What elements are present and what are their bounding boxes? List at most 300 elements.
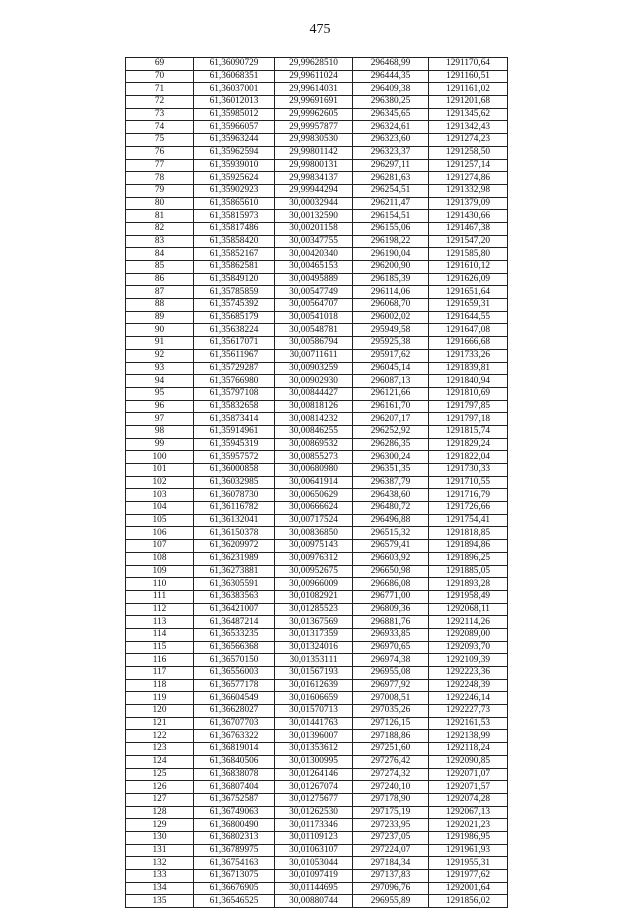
y-coordinate-cell: 1291160,51	[429, 70, 508, 83]
longitude-cell: 30,01097419	[275, 870, 353, 883]
longitude-cell: 30,01264146	[275, 768, 353, 781]
table-row	[126, 705, 508, 718]
x-coordinate-cell: 296323,60	[353, 134, 429, 147]
point-number-cell: 98	[126, 425, 194, 438]
x-coordinate-cell: 297096,76	[353, 882, 429, 895]
point-number-cell: 127	[126, 793, 194, 806]
x-coordinate-cell: 297233,95	[353, 819, 429, 832]
table-row	[126, 96, 508, 109]
x-coordinate-cell: 297237,05	[353, 831, 429, 844]
point-number-cell: 71	[126, 83, 194, 96]
latitude-cell: 61,36807404	[194, 781, 275, 794]
table-row	[126, 83, 508, 96]
latitude-cell: 61,36421007	[194, 603, 275, 616]
latitude-cell: 61,36628027	[194, 705, 275, 718]
y-coordinate-cell: 1291170,64	[429, 58, 508, 71]
y-coordinate-cell: 1291274,86	[429, 172, 508, 185]
y-coordinate-cell: 1291332,98	[429, 184, 508, 197]
table-row	[126, 489, 508, 502]
longitude-cell: 30,00465153	[275, 261, 353, 274]
latitude-cell: 61,35962594	[194, 146, 275, 159]
x-coordinate-cell: 296207,17	[353, 413, 429, 426]
latitude-cell: 61,36068351	[194, 70, 275, 83]
longitude-cell: 29,99800131	[275, 159, 353, 172]
x-coordinate-cell: 296955,08	[353, 667, 429, 680]
longitude-cell: 30,00855273	[275, 451, 353, 464]
latitude-cell: 61,36209972	[194, 540, 275, 553]
table-row	[126, 387, 508, 400]
y-coordinate-cell: 1291716,79	[429, 489, 508, 502]
point-number-cell: 96	[126, 400, 194, 413]
latitude-cell: 61,35766980	[194, 375, 275, 388]
x-coordinate-cell: 296286,35	[353, 438, 429, 451]
y-coordinate-cell: 1291815,74	[429, 425, 508, 438]
table-row	[126, 806, 508, 819]
y-coordinate-cell: 1291651,64	[429, 286, 508, 299]
latitude-cell: 61,35939010	[194, 159, 275, 172]
y-coordinate-cell: 1291430,66	[429, 210, 508, 223]
point-number-cell: 105	[126, 514, 194, 527]
point-number-cell: 119	[126, 692, 194, 705]
longitude-cell: 30,00976312	[275, 552, 353, 565]
longitude-cell: 30,01275677	[275, 793, 353, 806]
x-coordinate-cell: 297274,32	[353, 768, 429, 781]
y-coordinate-cell: 1291955,31	[429, 857, 508, 870]
table-row	[126, 870, 508, 883]
table-row	[126, 210, 508, 223]
y-coordinate-cell: 1292068,11	[429, 603, 508, 616]
x-coordinate-cell: 295949,58	[353, 324, 429, 337]
table-row	[126, 819, 508, 832]
longitude-cell: 29,99834137	[275, 172, 353, 185]
latitude-cell: 61,35797108	[194, 387, 275, 400]
latitude-cell: 61,36273881	[194, 565, 275, 578]
x-coordinate-cell: 297137,83	[353, 870, 429, 883]
latitude-cell: 61,36487214	[194, 616, 275, 629]
table-row	[126, 58, 508, 71]
point-number-cell: 97	[126, 413, 194, 426]
y-coordinate-cell: 1292090,85	[429, 755, 508, 768]
latitude-cell: 61,35815973	[194, 210, 275, 223]
x-coordinate-cell: 295917,62	[353, 349, 429, 362]
longitude-cell: 30,01082921	[275, 590, 353, 603]
x-coordinate-cell: 296387,79	[353, 476, 429, 489]
x-coordinate-cell: 297008,51	[353, 692, 429, 705]
point-number-cell: 81	[126, 210, 194, 223]
y-coordinate-cell: 1291467,38	[429, 222, 508, 235]
table-row	[126, 197, 508, 210]
longitude-cell: 30,00547749	[275, 286, 353, 299]
table-row	[126, 781, 508, 794]
table-row	[126, 831, 508, 844]
table-row	[126, 667, 508, 680]
x-coordinate-cell: 296496,88	[353, 514, 429, 527]
point-number-cell: 129	[126, 819, 194, 832]
latitude-cell: 61,36231989	[194, 552, 275, 565]
point-number-cell: 79	[126, 184, 194, 197]
latitude-cell: 61,35785859	[194, 286, 275, 299]
latitude-cell: 61,35862581	[194, 261, 275, 274]
x-coordinate-cell: 296190,04	[353, 248, 429, 261]
table-row	[126, 717, 508, 730]
point-number-cell: 84	[126, 248, 194, 261]
point-number-cell: 113	[126, 616, 194, 629]
longitude-cell: 30,00844427	[275, 387, 353, 400]
longitude-cell: 30,00201158	[275, 222, 353, 235]
x-coordinate-cell: 296468,99	[353, 58, 429, 71]
latitude-cell: 61,35865610	[194, 197, 275, 210]
x-coordinate-cell: 296045,14	[353, 362, 429, 375]
longitude-cell: 30,00680980	[275, 464, 353, 477]
table-row	[126, 184, 508, 197]
latitude-cell: 61,36840506	[194, 755, 275, 768]
longitude-cell: 30,01441763	[275, 717, 353, 730]
x-coordinate-cell: 296438,60	[353, 489, 429, 502]
y-coordinate-cell: 1291201,68	[429, 96, 508, 109]
table-row	[126, 451, 508, 464]
point-number-cell: 115	[126, 641, 194, 654]
latitude-cell: 61,36819014	[194, 743, 275, 756]
longitude-cell: 30,01353111	[275, 654, 353, 667]
table-row	[126, 286, 508, 299]
longitude-cell: 29,99830530	[275, 134, 353, 147]
x-coordinate-cell: 297188,86	[353, 730, 429, 743]
longitude-cell: 30,00880744	[275, 895, 353, 908]
x-coordinate-cell: 296002,02	[353, 311, 429, 324]
y-coordinate-cell: 1292138,99	[429, 730, 508, 743]
y-coordinate-cell: 1291818,85	[429, 527, 508, 540]
table-row	[126, 578, 508, 591]
x-coordinate-cell: 297251,60	[353, 743, 429, 756]
table-row	[126, 882, 508, 895]
table-row	[126, 70, 508, 83]
latitude-cell: 61,36032985	[194, 476, 275, 489]
point-number-cell: 134	[126, 882, 194, 895]
point-number-cell: 114	[126, 628, 194, 641]
x-coordinate-cell: 296121,66	[353, 387, 429, 400]
latitude-cell: 61,35966057	[194, 121, 275, 134]
latitude-cell: 61,35852167	[194, 248, 275, 261]
table-row	[126, 273, 508, 286]
latitude-cell: 61,36116782	[194, 502, 275, 515]
table-row	[126, 768, 508, 781]
longitude-cell: 30,01396007	[275, 730, 353, 743]
table-row	[126, 248, 508, 261]
y-coordinate-cell: 1292246,14	[429, 692, 508, 705]
latitude-cell: 61,35832658	[194, 400, 275, 413]
latitude-cell: 61,36752587	[194, 793, 275, 806]
latitude-cell: 61,36676905	[194, 882, 275, 895]
y-coordinate-cell: 1292074,28	[429, 793, 508, 806]
x-coordinate-cell: 296281,63	[353, 172, 429, 185]
y-coordinate-cell: 1291379,09	[429, 197, 508, 210]
x-coordinate-cell: 296409,38	[353, 83, 429, 96]
point-number-cell: 103	[126, 489, 194, 502]
table-row	[126, 743, 508, 756]
y-coordinate-cell: 1291986,95	[429, 831, 508, 844]
latitude-cell: 61,35925624	[194, 172, 275, 185]
x-coordinate-cell: 296185,39	[353, 273, 429, 286]
latitude-cell: 61,35817486	[194, 222, 275, 235]
longitude-cell: 30,01063107	[275, 844, 353, 857]
latitude-cell: 61,36556003	[194, 667, 275, 680]
table-row	[126, 793, 508, 806]
longitude-cell: 30,01567193	[275, 667, 353, 680]
point-number-cell: 77	[126, 159, 194, 172]
x-coordinate-cell: 295925,38	[353, 337, 429, 350]
latitude-cell: 61,35638224	[194, 324, 275, 337]
longitude-cell: 30,01144695	[275, 882, 353, 895]
point-number-cell: 121	[126, 717, 194, 730]
point-number-cell: 95	[126, 387, 194, 400]
longitude-cell: 30,01285523	[275, 603, 353, 616]
longitude-cell: 30,00952675	[275, 565, 353, 578]
y-coordinate-cell: 1291610,12	[429, 261, 508, 274]
y-coordinate-cell: 1291342,43	[429, 121, 508, 134]
latitude-cell: 61,35902923	[194, 184, 275, 197]
y-coordinate-cell: 1291958,49	[429, 590, 508, 603]
y-coordinate-cell: 1292001,64	[429, 882, 508, 895]
point-number-cell: 116	[126, 654, 194, 667]
table-row	[126, 134, 508, 147]
longitude-cell: 29,99628510	[275, 58, 353, 71]
latitude-cell: 61,36533235	[194, 628, 275, 641]
longitude-cell: 30,00641914	[275, 476, 353, 489]
latitude-cell: 61,35873414	[194, 413, 275, 426]
table-row	[126, 730, 508, 743]
point-number-cell: 73	[126, 108, 194, 121]
longitude-cell: 30,00032944	[275, 197, 353, 210]
table-row	[126, 146, 508, 159]
y-coordinate-cell: 1291274,23	[429, 134, 508, 147]
longitude-cell: 30,01612639	[275, 679, 353, 692]
y-coordinate-cell: 1291647,08	[429, 324, 508, 337]
table-row	[126, 590, 508, 603]
longitude-cell: 30,00650629	[275, 489, 353, 502]
y-coordinate-cell: 1291810,69	[429, 387, 508, 400]
point-number-cell: 99	[126, 438, 194, 451]
longitude-cell: 30,00586794	[275, 337, 353, 350]
longitude-cell: 30,01353612	[275, 743, 353, 756]
y-coordinate-cell: 1291733,26	[429, 349, 508, 362]
latitude-cell: 61,35611967	[194, 349, 275, 362]
table-row	[126, 603, 508, 616]
point-number-cell: 117	[126, 667, 194, 680]
y-coordinate-cell: 1292223,36	[429, 667, 508, 680]
point-number-cell: 75	[126, 134, 194, 147]
x-coordinate-cell: 297175,19	[353, 806, 429, 819]
y-coordinate-cell: 1292071,07	[429, 768, 508, 781]
x-coordinate-cell: 296254,51	[353, 184, 429, 197]
x-coordinate-cell: 296809,36	[353, 603, 429, 616]
x-coordinate-cell: 296155,06	[353, 222, 429, 235]
latitude-cell: 61,35617071	[194, 337, 275, 350]
latitude-cell: 61,36577178	[194, 679, 275, 692]
y-coordinate-cell: 1292109,39	[429, 654, 508, 667]
point-number-cell: 120	[126, 705, 194, 718]
point-number-cell: 112	[126, 603, 194, 616]
latitude-cell: 61,35945319	[194, 438, 275, 451]
table-row	[126, 172, 508, 185]
point-number-cell: 107	[126, 540, 194, 553]
table-row	[126, 540, 508, 553]
y-coordinate-cell: 1291829,24	[429, 438, 508, 451]
point-number-cell: 76	[126, 146, 194, 159]
x-coordinate-cell: 296933,85	[353, 628, 429, 641]
y-coordinate-cell: 1291754,41	[429, 514, 508, 527]
longitude-cell: 30,01300995	[275, 755, 353, 768]
y-coordinate-cell: 1291893,28	[429, 578, 508, 591]
y-coordinate-cell: 1291258,50	[429, 146, 508, 159]
longitude-cell: 30,01262530	[275, 806, 353, 819]
y-coordinate-cell: 1291894,86	[429, 540, 508, 553]
y-coordinate-cell: 1292118,24	[429, 743, 508, 756]
table-row	[126, 413, 508, 426]
point-number-cell: 131	[126, 844, 194, 857]
point-number-cell: 83	[126, 235, 194, 248]
longitude-cell: 30,00966009	[275, 578, 353, 591]
x-coordinate-cell: 296324,61	[353, 121, 429, 134]
latitude-cell: 61,36713075	[194, 870, 275, 883]
x-coordinate-cell: 296771,00	[353, 590, 429, 603]
point-number-cell: 100	[126, 451, 194, 464]
point-number-cell: 101	[126, 464, 194, 477]
latitude-cell: 61,35685179	[194, 311, 275, 324]
x-coordinate-cell: 296087,13	[353, 375, 429, 388]
longitude-cell: 29,99614031	[275, 83, 353, 96]
y-coordinate-cell: 1291730,33	[429, 464, 508, 477]
longitude-cell: 30,01367569	[275, 616, 353, 629]
longitude-cell: 30,00846255	[275, 425, 353, 438]
y-coordinate-cell: 1291840,94	[429, 375, 508, 388]
latitude-cell: 61,35985012	[194, 108, 275, 121]
x-coordinate-cell: 296579,41	[353, 540, 429, 553]
point-number-cell: 72	[126, 96, 194, 109]
table-row	[126, 476, 508, 489]
longitude-cell: 30,01317359	[275, 628, 353, 641]
latitude-cell: 61,36132041	[194, 514, 275, 527]
longitude-cell: 30,00347755	[275, 235, 353, 248]
x-coordinate-cell: 296252,92	[353, 425, 429, 438]
longitude-cell: 29,99944294	[275, 184, 353, 197]
latitude-cell: 61,36383563	[194, 590, 275, 603]
point-number-cell: 109	[126, 565, 194, 578]
latitude-cell: 61,35745392	[194, 299, 275, 312]
latitude-cell: 61,35858420	[194, 235, 275, 248]
point-number-cell: 87	[126, 286, 194, 299]
table-row	[126, 654, 508, 667]
x-coordinate-cell: 296444,35	[353, 70, 429, 83]
table-row	[126, 464, 508, 477]
point-number-cell: 90	[126, 324, 194, 337]
longitude-cell: 30,00666624	[275, 502, 353, 515]
y-coordinate-cell: 1291797,18	[429, 413, 508, 426]
y-coordinate-cell: 1291585,80	[429, 248, 508, 261]
y-coordinate-cell: 1292021,23	[429, 819, 508, 832]
y-coordinate-cell: 1292089,00	[429, 628, 508, 641]
longitude-cell: 30,01053044	[275, 857, 353, 870]
longitude-cell: 30,00814232	[275, 413, 353, 426]
longitude-cell: 30,00818126	[275, 400, 353, 413]
x-coordinate-cell: 297240,10	[353, 781, 429, 794]
longitude-cell: 30,00711611	[275, 349, 353, 362]
table-row	[126, 349, 508, 362]
y-coordinate-cell: 1291896,25	[429, 552, 508, 565]
latitude-cell: 61,36570150	[194, 654, 275, 667]
point-number-cell: 125	[126, 768, 194, 781]
longitude-cell: 30,01267074	[275, 781, 353, 794]
table-row	[126, 679, 508, 692]
table-row	[126, 438, 508, 451]
x-coordinate-cell: 296211,47	[353, 197, 429, 210]
y-coordinate-cell: 1292071,57	[429, 781, 508, 794]
longitude-cell: 30,00869532	[275, 438, 353, 451]
point-number-cell: 111	[126, 590, 194, 603]
point-number-cell: 128	[126, 806, 194, 819]
x-coordinate-cell: 296480,72	[353, 502, 429, 515]
point-number-cell: 69	[126, 58, 194, 71]
table-row	[126, 159, 508, 172]
y-coordinate-cell: 1291547,20	[429, 235, 508, 248]
x-coordinate-cell: 297276,42	[353, 755, 429, 768]
latitude-cell: 61,36000858	[194, 464, 275, 477]
longitude-cell: 30,00564707	[275, 299, 353, 312]
point-number-cell: 82	[126, 222, 194, 235]
latitude-cell: 61,36078730	[194, 489, 275, 502]
x-coordinate-cell: 296345,65	[353, 108, 429, 121]
point-number-cell: 132	[126, 857, 194, 870]
longitude-cell: 29,99957877	[275, 121, 353, 134]
table-row	[126, 121, 508, 134]
table-row	[126, 235, 508, 248]
x-coordinate-cell: 296380,25	[353, 96, 429, 109]
table-row	[126, 844, 508, 857]
longitude-cell: 30,00903259	[275, 362, 353, 375]
latitude-cell: 61,36838078	[194, 768, 275, 781]
point-number-cell: 74	[126, 121, 194, 134]
x-coordinate-cell: 297178,90	[353, 793, 429, 806]
point-number-cell: 92	[126, 349, 194, 362]
point-number-cell: 130	[126, 831, 194, 844]
y-coordinate-cell: 1291644,55	[429, 311, 508, 324]
y-coordinate-cell: 1292161,53	[429, 717, 508, 730]
table-row	[126, 375, 508, 388]
latitude-cell: 61,36789975	[194, 844, 275, 857]
x-coordinate-cell: 296114,06	[353, 286, 429, 299]
point-number-cell: 85	[126, 261, 194, 274]
x-coordinate-cell: 296881,76	[353, 616, 429, 629]
longitude-cell: 30,01606659	[275, 692, 353, 705]
point-number-cell: 133	[126, 870, 194, 883]
longitude-cell: 29,99801142	[275, 146, 353, 159]
table-row	[126, 755, 508, 768]
x-coordinate-cell: 296650,98	[353, 565, 429, 578]
x-coordinate-cell: 296300,24	[353, 451, 429, 464]
point-number-cell: 70	[126, 70, 194, 83]
x-coordinate-cell: 296955,89	[353, 895, 429, 908]
point-number-cell: 108	[126, 552, 194, 565]
x-coordinate-cell: 296977,92	[353, 679, 429, 692]
point-number-cell: 102	[126, 476, 194, 489]
latitude-cell: 61,35849120	[194, 273, 275, 286]
latitude-cell: 61,36802313	[194, 831, 275, 844]
coordinates-table	[125, 57, 508, 908]
table-row	[126, 425, 508, 438]
table-row	[126, 692, 508, 705]
table-row	[126, 311, 508, 324]
table-row	[126, 362, 508, 375]
latitude-cell: 61,36090729	[194, 58, 275, 71]
